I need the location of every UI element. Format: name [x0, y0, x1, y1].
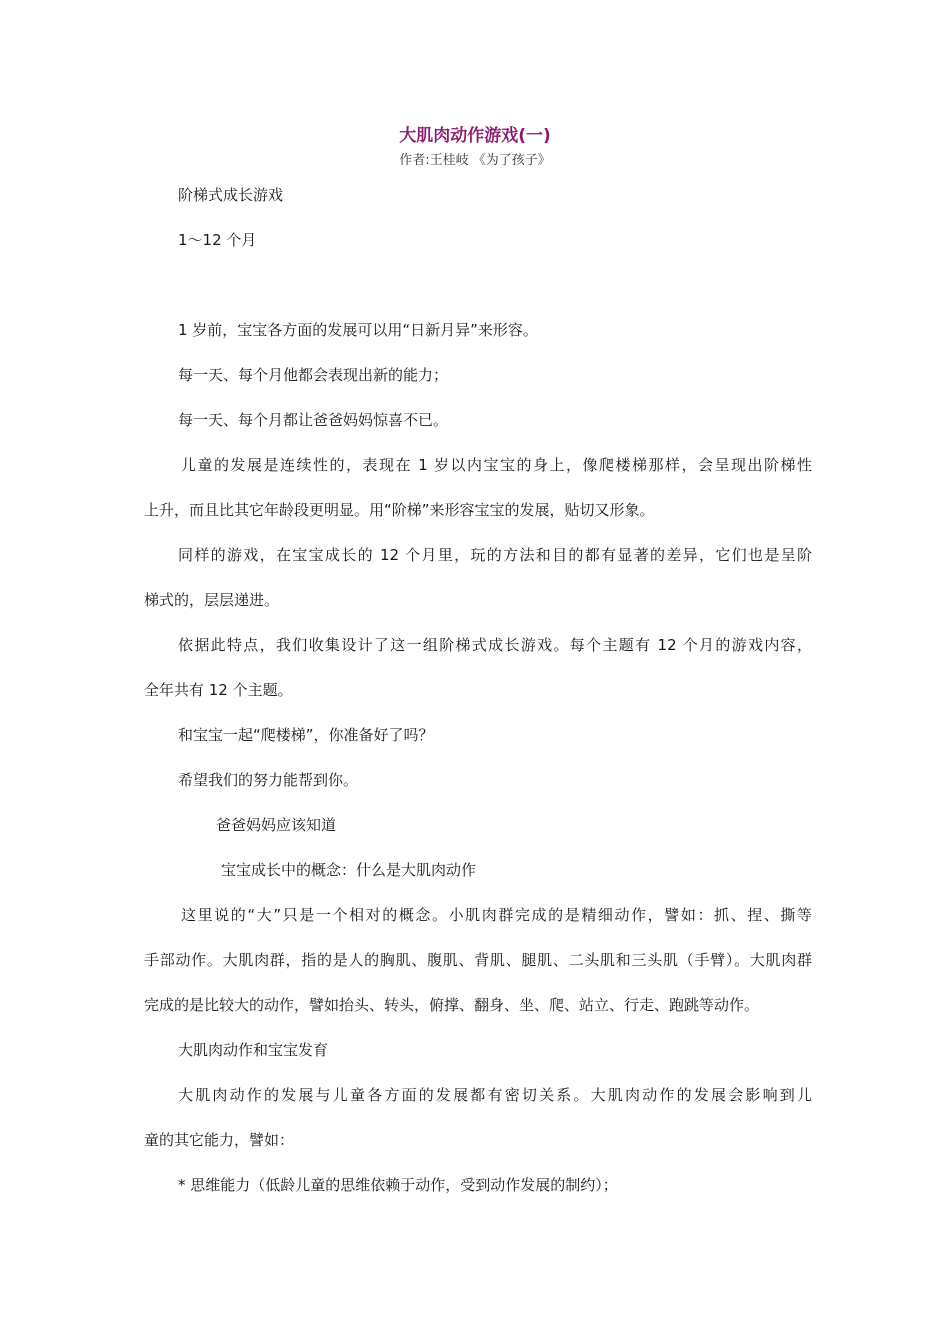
paragraph-line: 希望我们的努力能帮到你。: [178, 771, 359, 789]
blank-line: [144, 263, 812, 308]
paragraph-line: 完成的是比较大的动作，譬如抬头、转头，俯撑、翻身、坐、爬、站立、行走、跑跳等动作。: [144, 996, 760, 1014]
subsection-heading: 大肌肉动作和宝宝发育: [178, 1041, 329, 1059]
paragraph-line: 依据此特点，我们收集设计了这一组阶梯式成长游戏。每个主题有 12 个月的游戏内容，: [178, 636, 812, 654]
paragraph-line: 梯式的，层层递进。: [144, 591, 280, 609]
paragraph-line: 同样的游戏，在宝宝成长的 12 个月里，玩的方法和目的都有显著的差异，它们也是呈阶: [178, 546, 812, 564]
paragraph-line: 每一天、每个月他都会表现出新的能力；: [178, 366, 449, 384]
document-body: [144, 173, 812, 1208]
paragraph-line: 大肌肉动作的发展与儿童各方面的发展都有密切关系。大肌肉动作的发展会影响到儿: [178, 1086, 812, 1104]
paragraph-line: 这里说的“大”只是一个相对的概念。小肌肉群完成的是精细动作，譬如：抓、捏、撕等: [181, 906, 812, 924]
paragraph-line: 每一天、每个月都让爸爸妈妈惊喜不已。: [178, 411, 449, 429]
section-heading: 阶梯式成长游戏: [178, 186, 284, 204]
list-item: * 思维能力（低龄儿童的思维依赖于动作，受到动作发展的制约）；: [178, 1176, 618, 1194]
age-range: 1～12 个月: [178, 231, 257, 249]
subsection-heading: 爸爸妈妈应该知道: [216, 816, 337, 834]
paragraph-line: 上升，而且比其它年龄段更明显。用“阶梯”来形容宝宝的发展，贴切又形象。: [144, 501, 655, 519]
paragraph-line: 全年共有 12 个主题。: [144, 681, 293, 699]
document-author: 作者:王桂岐 《为了孩子》: [399, 153, 551, 168]
paragraph-line: 和宝宝一起“爬楼梯”，你准备好了吗？: [178, 726, 434, 744]
paragraph-line: 1 岁前，宝宝各方面的发展可以用“日新月异”来形容。: [178, 321, 538, 339]
document-title: 大肌肉动作游戏(一): [399, 126, 551, 146]
subsection-heading: 宝宝成长中的概念：什么是大肌肉动作: [221, 861, 477, 879]
paragraph-line: 儿童的发展是连续性的，表现在 1 岁以内宝宝的身上，像爬楼梯那样，会呈现出阶梯性: [181, 456, 812, 474]
paragraph-line: 手部动作。大肌肉群，指的是人的胸肌、腹肌、背肌、腿肌、二头肌和三头肌（手臂）。大肌肉群: [144, 951, 812, 969]
paragraph-line: 童的其它能力，譬如：: [144, 1131, 295, 1149]
